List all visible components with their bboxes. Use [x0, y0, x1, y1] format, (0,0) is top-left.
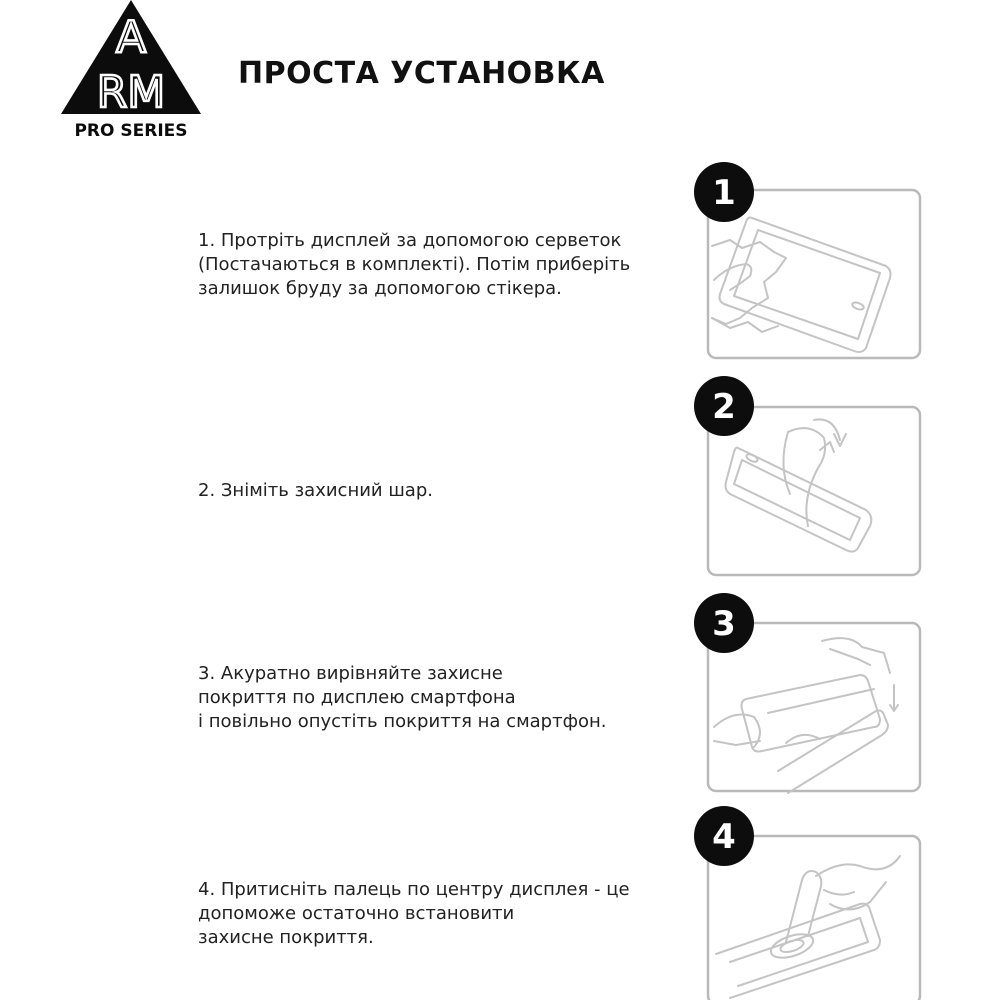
- step-1-line-3: залишок бруду за допомогою стікера.: [198, 278, 562, 299]
- wipe-screen-icon: [690, 158, 930, 364]
- step-4-illustration: [690, 806, 930, 1000]
- step-3-line-2: покриття по дисплею смартфона: [198, 687, 516, 708]
- logo-series-label: PRO SERIES: [74, 121, 188, 141]
- press-center-icon: [690, 806, 930, 1000]
- align-film-icon: [690, 593, 930, 799]
- peel-film-icon: [690, 376, 930, 582]
- step-2-badge: 2: [712, 387, 736, 427]
- step-4-line-2: допоможе остаточно встановити: [198, 903, 515, 924]
- step-4-text: [198, 878, 630, 950]
- step-3-text: [198, 662, 607, 734]
- step-3-badge: 3: [712, 604, 736, 644]
- step-4-line-3: захисне покриття.: [198, 927, 374, 948]
- step-2-text: [198, 479, 433, 503]
- page-title: ПРОСТА УСТАНОВКА: [238, 56, 605, 91]
- arm-pro-series-logo: [58, 0, 204, 142]
- step-3-line-1: 3. Акуратно вирівняйте захисне: [198, 663, 503, 684]
- logo-letter-a: A: [115, 12, 147, 63]
- step-1-line-2: (Постачаються в комплекті). Потім приберіть: [198, 254, 631, 275]
- step-4-badge: 4: [712, 817, 736, 857]
- logo-letters-rm: RM: [96, 67, 166, 118]
- step-3-line-3: і повільно опустіть покриття на смартфон.: [198, 711, 607, 732]
- step-4-line-1: 4. Притисніть палець по центру дисплея - це: [198, 879, 630, 900]
- step-1-line-1: 1. Протріть дисплей за допомогою серветок: [198, 230, 622, 251]
- step-1-illustration: [690, 158, 930, 364]
- step-2-line-1: 2. Зніміть захисний шар.: [198, 480, 433, 501]
- step-2-illustration: [690, 376, 930, 582]
- step-1-text: [198, 229, 630, 301]
- step-1-badge: 1: [712, 173, 736, 213]
- step-3-illustration: [690, 593, 930, 799]
